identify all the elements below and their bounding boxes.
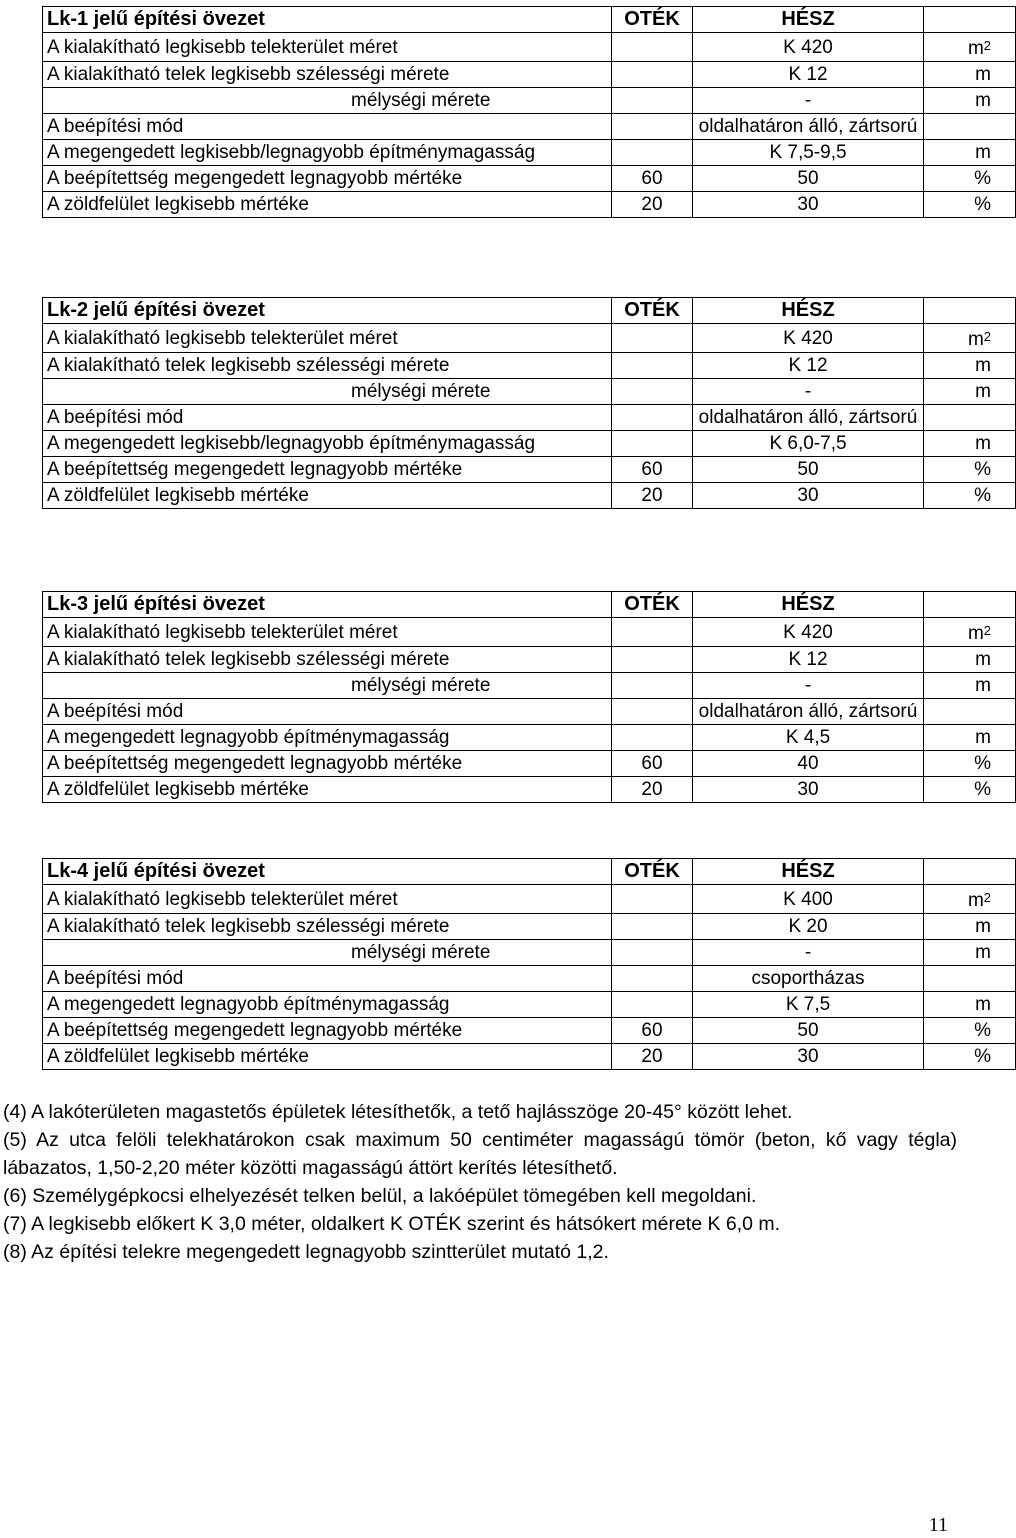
otek-value: 60 xyxy=(612,1018,693,1044)
zone-table xyxy=(42,6,1016,218)
unit-value xyxy=(924,114,1016,140)
note-paragraph: (5) Az utca felöli telekhatárokon csak maximum 50 centiméter magasságú tömör (beton, kő vagy tégla) lábazatos, 1,50-2,20 méter közötti magasságú áttört kerítés létesíthető. xyxy=(3,1129,957,1179)
unit-text: % xyxy=(974,1046,991,1067)
otek-value xyxy=(612,33,693,62)
unit-value xyxy=(924,431,1016,457)
table-row xyxy=(43,647,1016,673)
otek-value xyxy=(612,885,693,914)
hesz-value: 50 xyxy=(693,457,924,483)
unit-value xyxy=(924,379,1016,405)
row-label: A beépítési mód xyxy=(43,114,612,140)
row-label: mélységi mérete xyxy=(43,673,612,699)
table-row xyxy=(43,940,1016,966)
unit-value xyxy=(924,140,1016,166)
table-row xyxy=(43,777,1016,803)
unit-superscript: 2 xyxy=(983,890,991,905)
otek-header: OTÉK xyxy=(612,7,693,33)
table-row xyxy=(43,725,1016,751)
hesz-value: K 7,5-9,5 xyxy=(693,140,924,166)
row-label: A zöldfelület legkisebb mértéke xyxy=(43,1044,612,1070)
otek-value xyxy=(612,966,693,992)
unit-text: % xyxy=(974,168,991,189)
table-row xyxy=(43,483,1016,509)
otek-value: 60 xyxy=(612,751,693,777)
otek-value xyxy=(612,379,693,405)
unit-text: m xyxy=(967,38,984,59)
row-label: A kialakítható telek legkisebb szélességi mérete xyxy=(43,914,612,940)
unit-superscript: 2 xyxy=(983,623,991,638)
row-label: A kialakítható legkisebb telekterület méret xyxy=(43,33,612,62)
unit-value xyxy=(924,62,1016,88)
unit-header xyxy=(924,592,1016,618)
notes-section xyxy=(0,1098,960,1266)
unit-value xyxy=(924,353,1016,379)
hesz-value: - xyxy=(693,88,924,114)
otek-header: OTÉK xyxy=(612,859,693,885)
row-label: A kialakítható telek legkisebb szélességi mérete xyxy=(43,353,612,379)
zone-title: Lk-3 jelű építési övezet xyxy=(43,592,612,618)
row-label: A megengedett legnagyobb építménymagasság xyxy=(43,992,612,1018)
table-row xyxy=(43,1044,1016,1070)
unit-value xyxy=(924,940,1016,966)
table-row xyxy=(43,405,1016,431)
table-row xyxy=(43,88,1016,114)
row-label: A kialakítható telek legkisebb szélességi mérete xyxy=(43,647,612,673)
otek-value: 20 xyxy=(612,1044,693,1070)
hesz-value: - xyxy=(693,940,924,966)
row-label: A beépítési mód xyxy=(43,405,612,431)
hesz-value: 30 xyxy=(693,192,924,218)
table-row xyxy=(43,33,1016,62)
table-row xyxy=(43,140,1016,166)
otek-header: OTÉK xyxy=(612,298,693,324)
row-label: A beépítettség megengedett legnagyobb mértéke xyxy=(43,1018,612,1044)
row-label: A megengedett legkisebb/legnagyobb építménymagasság xyxy=(43,431,612,457)
hesz-value: 50 xyxy=(693,1018,924,1044)
unit-value xyxy=(924,1044,1016,1070)
otek-value: 60 xyxy=(612,166,693,192)
zone-header-row xyxy=(43,298,1016,324)
unit-value xyxy=(924,673,1016,699)
table-row xyxy=(43,1018,1016,1044)
hesz-value: 40 xyxy=(693,751,924,777)
hesz-value: oldalhatáron álló, zártsorú xyxy=(693,405,924,431)
otek-value xyxy=(612,725,693,751)
unit-text: m xyxy=(975,90,991,111)
row-label: A kialakítható legkisebb telekterület méret xyxy=(43,324,612,353)
unit-text: m xyxy=(975,649,991,670)
table-row xyxy=(43,114,1016,140)
unit-superscript: 2 xyxy=(983,38,991,53)
row-label: A beépítési mód xyxy=(43,966,612,992)
hesz-value: K 420 xyxy=(693,33,924,62)
hesz-value: 30 xyxy=(693,483,924,509)
otek-value xyxy=(612,114,693,140)
hesz-header: HÉSZ xyxy=(693,592,924,618)
zone-table xyxy=(42,297,1016,509)
unit-text: % xyxy=(974,485,991,506)
hesz-header: HÉSZ xyxy=(693,859,924,885)
hesz-value: K 420 xyxy=(693,324,924,353)
unit-value xyxy=(924,166,1016,192)
hesz-value: csoportházas xyxy=(693,966,924,992)
row-label: A zöldfelület legkisebb mértéke xyxy=(43,777,612,803)
row-label: A zöldfelület legkisebb mértéke xyxy=(43,483,612,509)
unit-text: m xyxy=(975,916,991,937)
unit-text: % xyxy=(974,194,991,215)
unit-value xyxy=(924,483,1016,509)
otek-value xyxy=(612,940,693,966)
table-row xyxy=(43,673,1016,699)
table-row xyxy=(43,457,1016,483)
unit-superscript: 2 xyxy=(983,329,991,344)
unit-text: m xyxy=(975,381,991,402)
table-row xyxy=(43,192,1016,218)
unit-value xyxy=(924,405,1016,431)
unit-text: m xyxy=(975,942,991,963)
unit-text: m xyxy=(967,329,984,350)
zone-title: Lk-2 jelű építési övezet xyxy=(43,298,612,324)
hesz-header: HÉSZ xyxy=(693,7,924,33)
unit-text: m xyxy=(975,142,991,163)
zone-title: Lk-4 jelű építési övezet xyxy=(43,859,612,885)
zone-table xyxy=(42,858,1016,1070)
hesz-header: HÉSZ xyxy=(693,298,924,324)
note-paragraph: (8) Az építési telekre megengedett legnagyobb szintterület mutató 1,2. xyxy=(3,1241,609,1263)
row-label: A kialakítható legkisebb telekterület méret xyxy=(43,618,612,647)
zone-header-row xyxy=(43,859,1016,885)
otek-value: 60 xyxy=(612,457,693,483)
unit-header xyxy=(924,298,1016,324)
unit-value xyxy=(924,992,1016,1018)
unit-value xyxy=(924,324,1016,353)
row-label: mélységi mérete xyxy=(43,379,612,405)
note-paragraph: (7) A legkisebb előkert K 3,0 méter, oldalkert K OTÉK szerint és hátsókert mérete K 6,0 m. xyxy=(3,1213,781,1235)
zone-table xyxy=(42,591,1016,803)
otek-value xyxy=(612,992,693,1018)
otek-value: 20 xyxy=(612,192,693,218)
otek-value xyxy=(612,673,693,699)
otek-value xyxy=(612,324,693,353)
unit-value xyxy=(924,966,1016,992)
zone-header-row xyxy=(43,7,1016,33)
unit-value xyxy=(924,699,1016,725)
row-label: A megengedett legkisebb/legnagyobb építménymagasság xyxy=(43,140,612,166)
table-row xyxy=(43,166,1016,192)
unit-value xyxy=(924,914,1016,940)
otek-value xyxy=(612,618,693,647)
table-row xyxy=(43,62,1016,88)
unit-value xyxy=(924,885,1016,914)
unit-value xyxy=(924,647,1016,673)
table-row xyxy=(43,751,1016,777)
hesz-value: K 7,5 xyxy=(693,992,924,1018)
row-label: A beépítettség megengedett legnagyobb mértéke xyxy=(43,457,612,483)
hesz-value: 30 xyxy=(693,777,924,803)
unit-header xyxy=(924,859,1016,885)
otek-value xyxy=(612,140,693,166)
otek-header: OTÉK xyxy=(612,592,693,618)
otek-value xyxy=(612,405,693,431)
hesz-value: oldalhatáron álló, zártsorú xyxy=(693,699,924,725)
row-label: A kialakítható telek legkisebb szélességi mérete xyxy=(43,62,612,88)
row-label: A beépítési mód xyxy=(43,699,612,725)
unit-text: % xyxy=(974,459,991,480)
unit-text: m xyxy=(975,727,991,748)
table-row xyxy=(43,992,1016,1018)
table-row xyxy=(43,699,1016,725)
unit-value xyxy=(924,618,1016,647)
otek-value xyxy=(612,62,693,88)
otek-value xyxy=(612,353,693,379)
unit-value xyxy=(924,725,1016,751)
hesz-value: oldalhatáron álló, zártsorú xyxy=(693,114,924,140)
hesz-value: K 12 xyxy=(693,62,924,88)
table-row xyxy=(43,431,1016,457)
otek-value xyxy=(612,647,693,673)
page-number: 11 xyxy=(928,1514,948,1536)
unit-text: m xyxy=(967,623,984,644)
hesz-value: 30 xyxy=(693,1044,924,1070)
unit-value xyxy=(924,88,1016,114)
hesz-value: 50 xyxy=(693,166,924,192)
unit-text: m xyxy=(975,994,991,1015)
unit-value xyxy=(924,777,1016,803)
unit-text: % xyxy=(974,779,991,800)
row-label: A beépítettség megengedett legnagyobb mértéke xyxy=(43,166,612,192)
note-paragraph: (4) A lakóterületen magastetős épületek létesíthetők, a tető hajlásszöge 20-45° között lehet. xyxy=(3,1101,793,1123)
unit-text: m xyxy=(975,355,991,376)
zone-title: Lk-1 jelű építési övezet xyxy=(43,7,612,33)
hesz-value: K 20 xyxy=(693,914,924,940)
hesz-value: K 4,5 xyxy=(693,725,924,751)
otek-value xyxy=(612,699,693,725)
note-paragraph: (6) Személygépkocsi elhelyezését telken belül, a lakóépület tömegében kell megoldani. xyxy=(3,1185,757,1207)
hesz-value: - xyxy=(693,379,924,405)
unit-text: m xyxy=(975,64,991,85)
hesz-value: K 400 xyxy=(693,885,924,914)
table-row xyxy=(43,885,1016,914)
hesz-value: K 420 xyxy=(693,618,924,647)
table-row xyxy=(43,618,1016,647)
hesz-value: K 6,0-7,5 xyxy=(693,431,924,457)
otek-value: 20 xyxy=(612,777,693,803)
row-label: A zöldfelület legkisebb mértéke xyxy=(43,192,612,218)
unit-text: % xyxy=(974,1020,991,1041)
row-label: A kialakítható legkisebb telekterület méret xyxy=(43,885,612,914)
unit-value xyxy=(924,192,1016,218)
row-label: A beépítettség megengedett legnagyobb mértéke xyxy=(43,751,612,777)
unit-header xyxy=(924,7,1016,33)
unit-value xyxy=(924,33,1016,62)
table-row xyxy=(43,379,1016,405)
otek-value xyxy=(612,914,693,940)
unit-value xyxy=(924,1018,1016,1044)
row-label: mélységi mérete xyxy=(43,940,612,966)
unit-text: % xyxy=(974,753,991,774)
table-row xyxy=(43,914,1016,940)
row-label: A megengedett legnagyobb építménymagasság xyxy=(43,725,612,751)
table-row xyxy=(43,324,1016,353)
hesz-value: K 12 xyxy=(693,353,924,379)
unit-value xyxy=(924,457,1016,483)
zone-header-row xyxy=(43,592,1016,618)
otek-value xyxy=(612,431,693,457)
hesz-value: K 12 xyxy=(693,647,924,673)
otek-value: 20 xyxy=(612,483,693,509)
unit-value xyxy=(924,751,1016,777)
hesz-value: - xyxy=(693,673,924,699)
unit-text: m xyxy=(975,433,991,454)
table-row xyxy=(43,966,1016,992)
otek-value xyxy=(612,88,693,114)
row-label: mélységi mérete xyxy=(43,88,612,114)
unit-text: m xyxy=(967,890,984,911)
unit-text: m xyxy=(975,675,991,696)
table-row xyxy=(43,353,1016,379)
